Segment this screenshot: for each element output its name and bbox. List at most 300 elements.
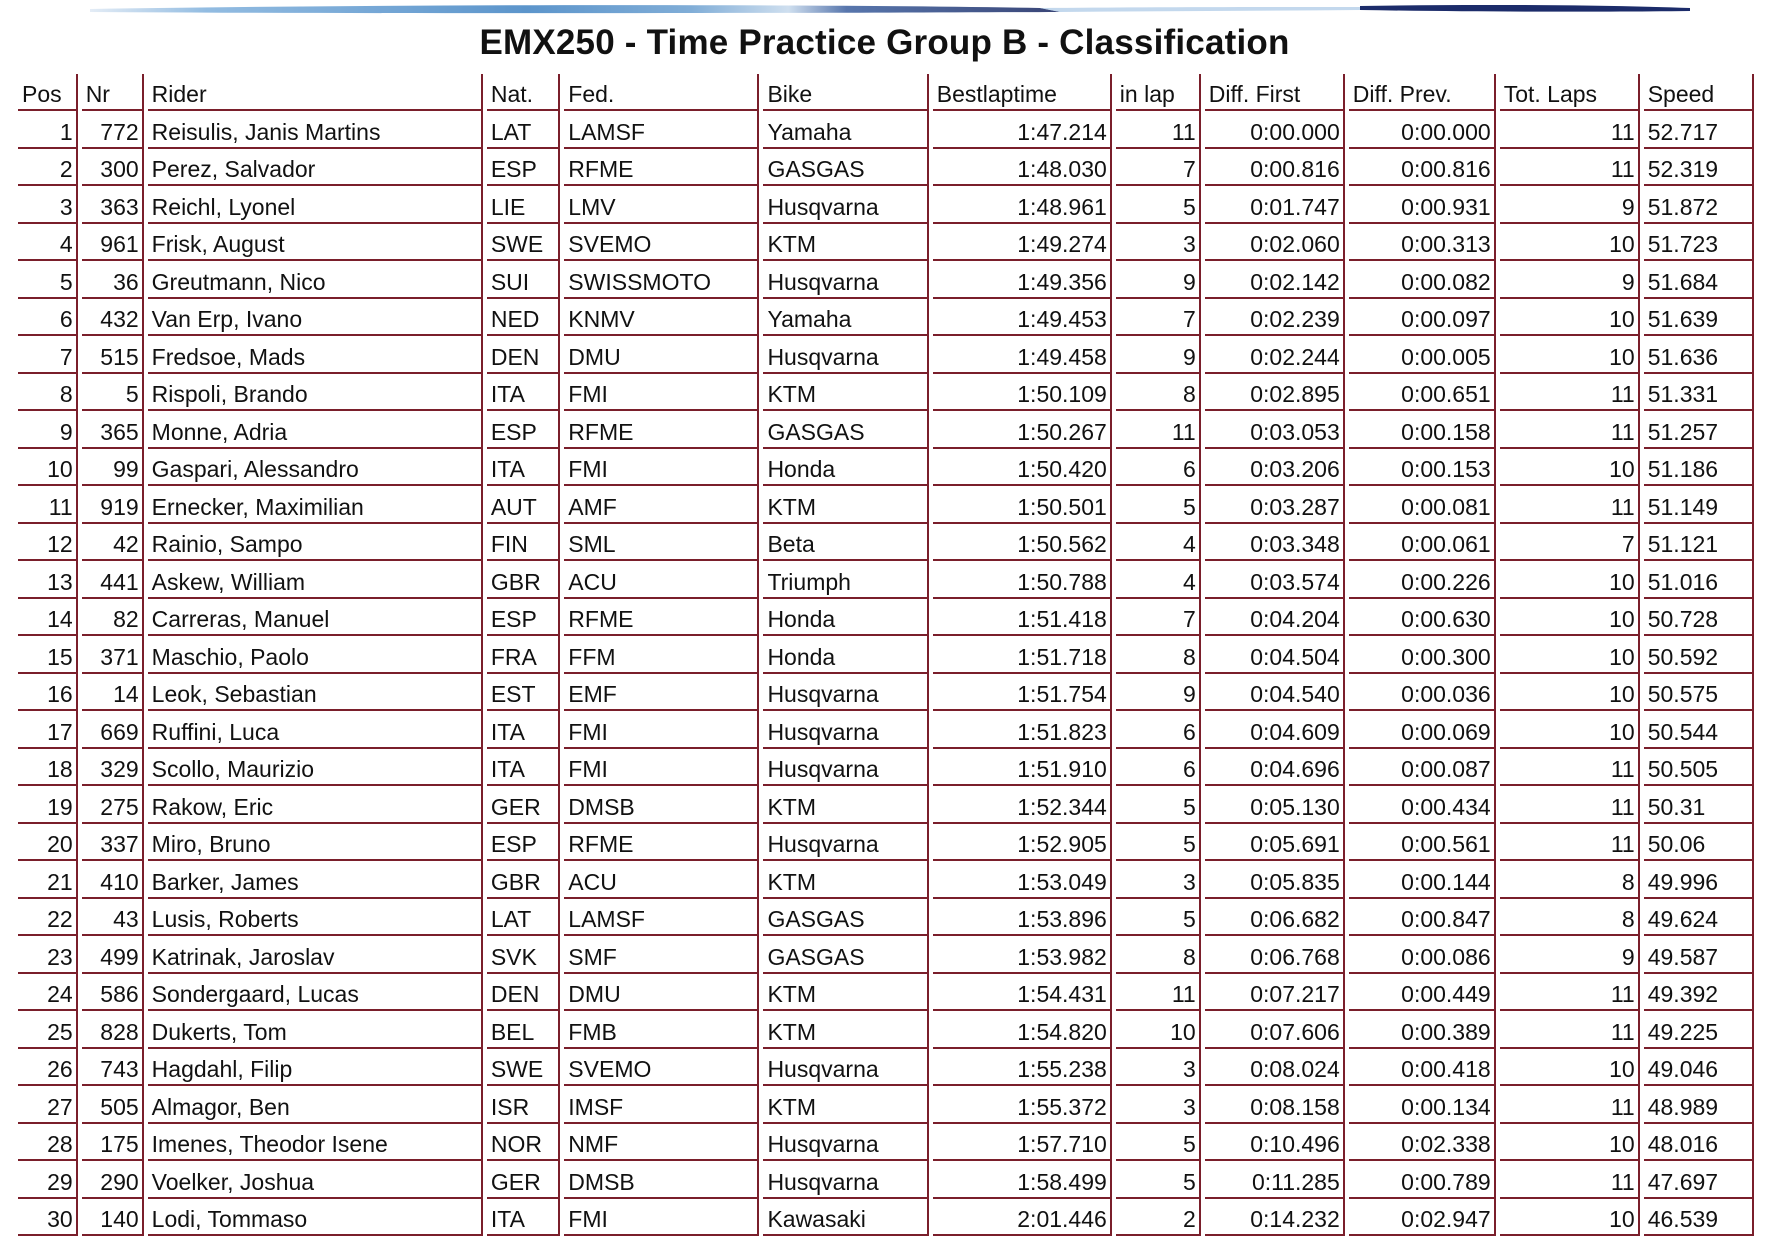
cell-pos: 25	[18, 1011, 78, 1049]
cell-inlap: 7	[1116, 149, 1201, 187]
cell-dprev: 0:00.036	[1349, 674, 1496, 712]
cell-speed: 48.016	[1644, 1124, 1754, 1162]
cell-speed: 50.575	[1644, 674, 1754, 712]
cell-bike: KTM	[763, 1086, 928, 1124]
cell-fed: LMV	[564, 186, 759, 224]
cell-bike: GASGAS	[763, 411, 928, 449]
cell-speed: 50.728	[1644, 599, 1754, 637]
cell-inlap: 11	[1116, 111, 1201, 149]
cell-inlap: 11	[1116, 411, 1201, 449]
cell-speed: 51.149	[1644, 486, 1754, 524]
cell-dfirst: 0:03.287	[1205, 486, 1345, 524]
cell-dprev: 0:00.561	[1349, 824, 1496, 862]
column-header-laps: Tot. Laps	[1500, 74, 1640, 111]
cell-laps: 11	[1500, 411, 1640, 449]
cell-fed: DMU	[564, 974, 759, 1012]
cell-fed: FMI	[564, 374, 759, 412]
cell-laps: 10	[1500, 1049, 1640, 1087]
cell-nr: 290	[82, 1161, 144, 1199]
cell-nat: LIE	[487, 186, 560, 224]
table-row	[18, 636, 1754, 674]
cell-rider: Hagdahl, Filip	[148, 1049, 483, 1087]
cell-inlap: 10	[1116, 1011, 1201, 1049]
column-header-dfirst: Diff. First	[1205, 74, 1345, 111]
cell-nat: DEN	[487, 336, 560, 374]
cell-inlap: 3	[1116, 224, 1201, 262]
cell-pos: 24	[18, 974, 78, 1012]
cell-pos: 15	[18, 636, 78, 674]
cell-dfirst: 0:02.239	[1205, 299, 1345, 337]
cell-pos: 22	[18, 899, 78, 937]
cell-nr: 515	[82, 336, 144, 374]
cell-inlap: 3	[1116, 861, 1201, 899]
cell-laps: 11	[1500, 1086, 1640, 1124]
cell-laps: 10	[1500, 636, 1640, 674]
cell-speed: 50.06	[1644, 824, 1754, 862]
cell-rider: Lusis, Roberts	[148, 899, 483, 937]
cell-laps: 11	[1500, 1161, 1640, 1199]
cell-pos: 26	[18, 1049, 78, 1087]
column-header-speed: Speed	[1644, 74, 1754, 111]
cell-speed: 49.587	[1644, 936, 1754, 974]
cell-nr: 175	[82, 1124, 144, 1162]
cell-nat: ESP	[487, 411, 560, 449]
cell-dprev: 0:00.087	[1349, 749, 1496, 787]
cell-dfirst: 0:03.206	[1205, 449, 1345, 487]
cell-speed: 51.684	[1644, 261, 1754, 299]
cell-nat: GER	[487, 1161, 560, 1199]
cell-pos: 5	[18, 261, 78, 299]
cell-dfirst: 0:07.606	[1205, 1011, 1345, 1049]
table-row	[18, 224, 1754, 262]
cell-pos: 8	[18, 374, 78, 412]
cell-dprev: 0:00.418	[1349, 1049, 1496, 1087]
cell-nr: 363	[82, 186, 144, 224]
cell-dprev: 0:00.082	[1349, 261, 1496, 299]
page-title: EMX250 - Time Practice Group B - Classification	[479, 23, 1290, 62]
cell-rider: Rispoli, Brando	[148, 374, 483, 412]
cell-dprev: 0:00.226	[1349, 561, 1496, 599]
cell-best: 1:54.431	[933, 974, 1112, 1012]
cell-nat: EST	[487, 674, 560, 712]
cell-fed: FMI	[564, 749, 759, 787]
cell-nat: GBR	[487, 561, 560, 599]
cell-nr: 275	[82, 786, 144, 824]
cell-fed: SVEMO	[564, 1049, 759, 1087]
cell-inlap: 5	[1116, 1161, 1201, 1199]
cell-laps: 11	[1500, 486, 1640, 524]
cell-laps: 8	[1500, 899, 1640, 937]
cell-laps: 10	[1500, 711, 1640, 749]
cell-dfirst: 0:04.540	[1205, 674, 1345, 712]
cell-nat: ITA	[487, 749, 560, 787]
cell-pos: 9	[18, 411, 78, 449]
cell-inlap: 3	[1116, 1049, 1201, 1087]
cell-best: 1:49.453	[933, 299, 1112, 337]
cell-fed: EMF	[564, 674, 759, 712]
column-header-nr: Nr	[82, 74, 144, 111]
cell-rider: Leok, Sebastian	[148, 674, 483, 712]
table-row	[18, 861, 1754, 899]
cell-nat: ESP	[487, 824, 560, 862]
cell-dfirst: 0:04.204	[1205, 599, 1345, 637]
cell-speed: 49.996	[1644, 861, 1754, 899]
cell-laps: 10	[1500, 674, 1640, 712]
cell-speed: 50.31	[1644, 786, 1754, 824]
cell-dfirst: 0:03.574	[1205, 561, 1345, 599]
table-row	[18, 261, 1754, 299]
cell-pos: 7	[18, 336, 78, 374]
cell-pos: 17	[18, 711, 78, 749]
table-header-row	[18, 74, 1754, 111]
cell-nr: 828	[82, 1011, 144, 1049]
cell-dprev: 0:00.389	[1349, 1011, 1496, 1049]
cell-fed: FMI	[564, 449, 759, 487]
cell-best: 1:57.710	[933, 1124, 1112, 1162]
cell-best: 1:53.049	[933, 861, 1112, 899]
cell-dfirst: 0:05.130	[1205, 786, 1345, 824]
cell-inlap: 6	[1116, 749, 1201, 787]
cell-inlap: 9	[1116, 674, 1201, 712]
cell-best: 1:52.905	[933, 824, 1112, 862]
cell-inlap: 2	[1116, 1199, 1201, 1237]
cell-inlap: 11	[1116, 974, 1201, 1012]
cell-nat: BEL	[487, 1011, 560, 1049]
cell-rider: Dukerts, Tom	[148, 1011, 483, 1049]
cell-nat: NOR	[487, 1124, 560, 1162]
cell-pos: 13	[18, 561, 78, 599]
column-header-rider: Rider	[148, 74, 483, 111]
cell-nr: 329	[82, 749, 144, 787]
cell-nr: 5	[82, 374, 144, 412]
cell-laps: 10	[1500, 449, 1640, 487]
cell-dfirst: 0:08.158	[1205, 1086, 1345, 1124]
cell-bike: Honda	[763, 599, 928, 637]
cell-dfirst: 0:04.609	[1205, 711, 1345, 749]
cell-fed: KNMV	[564, 299, 759, 337]
cell-dprev: 0:00.449	[1349, 974, 1496, 1012]
table-row	[18, 899, 1754, 937]
cell-speed: 51.257	[1644, 411, 1754, 449]
cell-rider: Van Erp, Ivano	[148, 299, 483, 337]
cell-speed: 50.592	[1644, 636, 1754, 674]
table-body	[18, 111, 1754, 1236]
cell-laps: 10	[1500, 561, 1640, 599]
cell-rider: Askew, William	[148, 561, 483, 599]
cell-rider: Greutmann, Nico	[148, 261, 483, 299]
cell-fed: AMF	[564, 486, 759, 524]
cell-pos: 28	[18, 1124, 78, 1162]
cell-bike: KTM	[763, 224, 928, 262]
column-header-inlap: in lap	[1116, 74, 1201, 111]
cell-fed: DMSB	[564, 1161, 759, 1199]
cell-nat: SWE	[487, 1049, 560, 1087]
cell-inlap: 5	[1116, 786, 1201, 824]
cell-best: 1:54.820	[933, 1011, 1112, 1049]
cell-speed: 51.636	[1644, 336, 1754, 374]
cell-rider: Ernecker, Maximilian	[148, 486, 483, 524]
cell-fed: SML	[564, 524, 759, 562]
cell-bike: Husqvarna	[763, 336, 928, 374]
cell-bike: Honda	[763, 449, 928, 487]
cell-bike: KTM	[763, 786, 928, 824]
header-brush-stroke	[0, 0, 1769, 20]
cell-best: 1:50.501	[933, 486, 1112, 524]
cell-nr: 337	[82, 824, 144, 862]
cell-dfirst: 0:05.691	[1205, 824, 1345, 862]
cell-best: 1:47.214	[933, 111, 1112, 149]
cell-bike: Husqvarna	[763, 261, 928, 299]
cell-best: 1:49.274	[933, 224, 1112, 262]
cell-dfirst: 0:03.053	[1205, 411, 1345, 449]
table-row	[18, 374, 1754, 412]
cell-speed: 51.331	[1644, 374, 1754, 412]
cell-pos: 12	[18, 524, 78, 562]
cell-dprev: 0:00.069	[1349, 711, 1496, 749]
cell-nr: 432	[82, 299, 144, 337]
cell-speed: 51.121	[1644, 524, 1754, 562]
cell-nr: 961	[82, 224, 144, 262]
cell-speed: 47.697	[1644, 1161, 1754, 1199]
cell-nr: 669	[82, 711, 144, 749]
cell-dfirst: 0:00.000	[1205, 111, 1345, 149]
cell-rider: Maschio, Paolo	[148, 636, 483, 674]
cell-bike: Triumph	[763, 561, 928, 599]
column-header-pos: Pos	[18, 74, 78, 111]
cell-fed: RFME	[564, 149, 759, 187]
cell-rider: Gaspari, Alessandro	[148, 449, 483, 487]
cell-pos: 4	[18, 224, 78, 262]
cell-nr: 441	[82, 561, 144, 599]
cell-best: 1:50.788	[933, 561, 1112, 599]
cell-nat: GBR	[487, 861, 560, 899]
cell-nr: 365	[82, 411, 144, 449]
cell-nr: 505	[82, 1086, 144, 1124]
cell-dfirst: 0:06.682	[1205, 899, 1345, 937]
cell-bike: Yamaha	[763, 299, 928, 337]
cell-best: 1:49.458	[933, 336, 1112, 374]
cell-nat: ESP	[487, 149, 560, 187]
cell-dfirst: 0:04.504	[1205, 636, 1345, 674]
column-header-bike: Bike	[763, 74, 928, 111]
cell-inlap: 5	[1116, 824, 1201, 862]
cell-pos: 10	[18, 449, 78, 487]
cell-nat: ITA	[487, 1199, 560, 1237]
cell-dfirst: 0:07.217	[1205, 974, 1345, 1012]
table-row	[18, 599, 1754, 637]
column-header-dprev: Diff. Prev.	[1349, 74, 1496, 111]
cell-dfirst: 0:10.496	[1205, 1124, 1345, 1162]
cell-dprev: 0:00.651	[1349, 374, 1496, 412]
table-row	[18, 824, 1754, 862]
cell-fed: RFME	[564, 411, 759, 449]
cell-inlap: 5	[1116, 186, 1201, 224]
cell-speed: 51.872	[1644, 186, 1754, 224]
cell-laps: 11	[1500, 824, 1640, 862]
cell-dprev: 0:00.086	[1349, 936, 1496, 974]
cell-best: 1:58.499	[933, 1161, 1112, 1199]
cell-dprev: 0:00.158	[1349, 411, 1496, 449]
cell-rider: Rakow, Eric	[148, 786, 483, 824]
cell-dprev: 0:00.005	[1349, 336, 1496, 374]
classification-table	[14, 74, 1758, 1236]
cell-best: 1:55.238	[933, 1049, 1112, 1087]
cell-speed: 52.717	[1644, 111, 1754, 149]
cell-fed: FMI	[564, 711, 759, 749]
cell-fed: IMSF	[564, 1086, 759, 1124]
cell-speed: 51.186	[1644, 449, 1754, 487]
column-header-best: Bestlaptime	[933, 74, 1112, 111]
cell-best: 1:51.754	[933, 674, 1112, 712]
cell-speed: 51.723	[1644, 224, 1754, 262]
cell-dprev: 0:00.434	[1349, 786, 1496, 824]
cell-dprev: 0:02.338	[1349, 1124, 1496, 1162]
cell-pos: 21	[18, 861, 78, 899]
table-row	[18, 1011, 1754, 1049]
cell-dfirst: 0:05.835	[1205, 861, 1345, 899]
cell-fed: SWISSMOTO	[564, 261, 759, 299]
cell-bike: Beta	[763, 524, 928, 562]
cell-fed: ACU	[564, 561, 759, 599]
cell-bike: KTM	[763, 974, 928, 1012]
cell-dprev: 0:00.134	[1349, 1086, 1496, 1124]
cell-rider: Katrinak, Jaroslav	[148, 936, 483, 974]
cell-inlap: 7	[1116, 299, 1201, 337]
cell-rider: Ruffini, Luca	[148, 711, 483, 749]
cell-inlap: 8	[1116, 374, 1201, 412]
cell-dfirst: 0:06.768	[1205, 936, 1345, 974]
table-row	[18, 186, 1754, 224]
cell-nat: ITA	[487, 374, 560, 412]
table-row	[18, 1086, 1754, 1124]
cell-nat: GER	[487, 786, 560, 824]
cell-rider: Lodi, Tommaso	[148, 1199, 483, 1237]
cell-inlap: 8	[1116, 936, 1201, 974]
cell-nr: 99	[82, 449, 144, 487]
cell-rider: Frisk, August	[148, 224, 483, 262]
cell-nr: 42	[82, 524, 144, 562]
cell-bike: KTM	[763, 861, 928, 899]
table-row	[18, 974, 1754, 1012]
cell-bike: Husqvarna	[763, 1124, 928, 1162]
cell-pos: 2	[18, 149, 78, 187]
cell-pos: 1	[18, 111, 78, 149]
cell-inlap: 5	[1116, 1124, 1201, 1162]
cell-fed: NMF	[564, 1124, 759, 1162]
table-row	[18, 149, 1754, 187]
cell-best: 2:01.446	[933, 1199, 1112, 1237]
cell-rider: Carreras, Manuel	[148, 599, 483, 637]
cell-nr: 410	[82, 861, 144, 899]
cell-laps: 9	[1500, 936, 1640, 974]
cell-nr: 586	[82, 974, 144, 1012]
cell-nat: ISR	[487, 1086, 560, 1124]
cell-nr: 743	[82, 1049, 144, 1087]
cell-fed: LAMSF	[564, 111, 759, 149]
cell-dprev: 0:00.144	[1349, 861, 1496, 899]
cell-nr: 36	[82, 261, 144, 299]
cell-best: 1:50.109	[933, 374, 1112, 412]
cell-fed: SMF	[564, 936, 759, 974]
table-row	[18, 561, 1754, 599]
cell-laps: 11	[1500, 111, 1640, 149]
table-row	[18, 674, 1754, 712]
cell-fed: RFME	[564, 599, 759, 637]
cell-dprev: 0:00.000	[1349, 111, 1496, 149]
cell-bike: Husqvarna	[763, 674, 928, 712]
cell-dprev: 0:00.630	[1349, 599, 1496, 637]
cell-dprev: 0:00.097	[1349, 299, 1496, 337]
cell-laps: 9	[1500, 261, 1640, 299]
cell-nat: AUT	[487, 486, 560, 524]
cell-fed: DMSB	[564, 786, 759, 824]
cell-speed: 49.046	[1644, 1049, 1754, 1087]
cell-bike: Husqvarna	[763, 186, 928, 224]
cell-dfirst: 0:00.816	[1205, 149, 1345, 187]
table-row	[18, 111, 1754, 149]
cell-nr: 140	[82, 1199, 144, 1237]
cell-inlap: 4	[1116, 561, 1201, 599]
cell-dprev: 0:02.947	[1349, 1199, 1496, 1237]
cell-laps: 11	[1500, 786, 1640, 824]
cell-pos: 16	[18, 674, 78, 712]
cell-nat: ESP	[487, 599, 560, 637]
cell-nr: 82	[82, 599, 144, 637]
table-row	[18, 936, 1754, 974]
cell-nr: 300	[82, 149, 144, 187]
cell-dprev: 0:00.313	[1349, 224, 1496, 262]
cell-speed: 51.016	[1644, 561, 1754, 599]
cell-fed: DMU	[564, 336, 759, 374]
cell-bike: Husqvarna	[763, 1049, 928, 1087]
cell-rider: Monne, Adria	[148, 411, 483, 449]
cell-rider: Barker, James	[148, 861, 483, 899]
cell-pos: 23	[18, 936, 78, 974]
cell-bike: Husqvarna	[763, 749, 928, 787]
table-row	[18, 1124, 1754, 1162]
cell-bike: KTM	[763, 1011, 928, 1049]
cell-best: 1:49.356	[933, 261, 1112, 299]
cell-pos: 18	[18, 749, 78, 787]
cell-dfirst: 0:03.348	[1205, 524, 1345, 562]
cell-bike: KTM	[763, 374, 928, 412]
cell-rider: Rainio, Sampo	[148, 524, 483, 562]
cell-speed: 49.392	[1644, 974, 1754, 1012]
cell-inlap: 5	[1116, 486, 1201, 524]
cell-rider: Perez, Salvador	[148, 149, 483, 187]
table-row	[18, 299, 1754, 337]
table-row	[18, 1049, 1754, 1087]
cell-nr: 772	[82, 111, 144, 149]
cell-bike: Husqvarna	[763, 711, 928, 749]
cell-laps: 7	[1500, 524, 1640, 562]
cell-bike: GASGAS	[763, 936, 928, 974]
cell-nat: FRA	[487, 636, 560, 674]
table-row	[18, 786, 1754, 824]
cell-dfirst: 0:02.060	[1205, 224, 1345, 262]
cell-inlap: 9	[1116, 336, 1201, 374]
cell-rider: Scollo, Maurizio	[148, 749, 483, 787]
cell-laps: 10	[1500, 599, 1640, 637]
cell-nr: 371	[82, 636, 144, 674]
cell-nat: LAT	[487, 899, 560, 937]
cell-dprev: 0:00.847	[1349, 899, 1496, 937]
table-row	[18, 524, 1754, 562]
cell-inlap: 9	[1116, 261, 1201, 299]
cell-rider: Imenes, Theodor Isene	[148, 1124, 483, 1162]
cell-fed: ACU	[564, 861, 759, 899]
cell-bike: Husqvarna	[763, 824, 928, 862]
